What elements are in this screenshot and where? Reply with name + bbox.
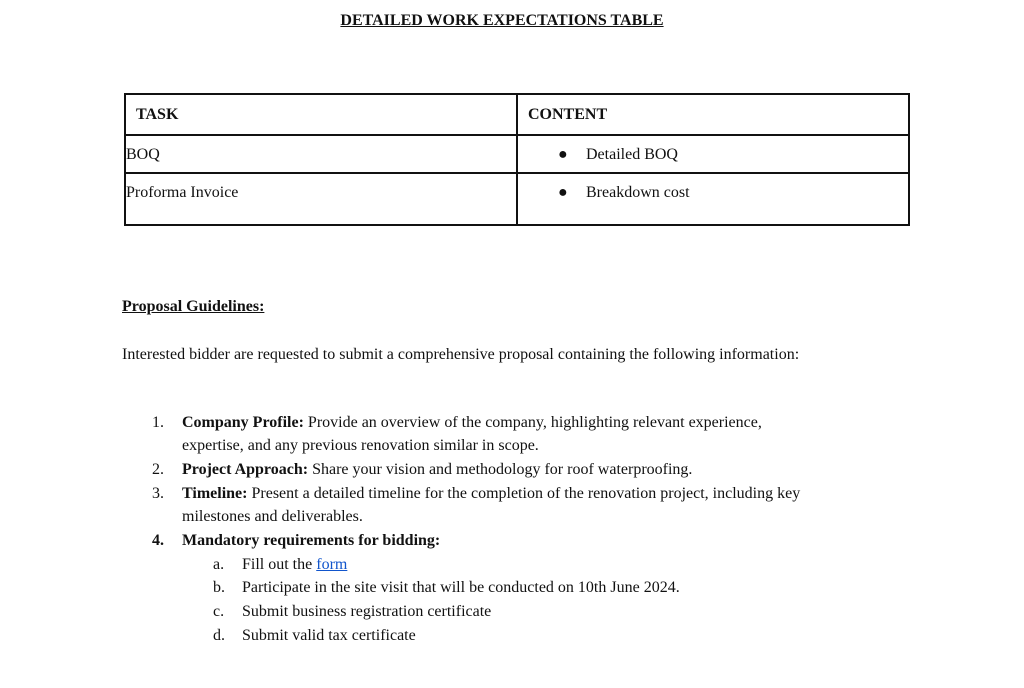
task-cell: BOQ	[125, 135, 517, 173]
table-row	[125, 173, 909, 225]
sub-item-text: Submit business registration certificate	[242, 603, 492, 620]
list-number: 1.	[152, 414, 164, 431]
list-number: 3.	[152, 485, 164, 502]
list-number: 2.	[152, 461, 164, 478]
list-text	[182, 482, 802, 528]
item-label: Company Profile:	[182, 414, 304, 431]
item-text: Share your vision and methodology for roof waterproofing.	[308, 461, 693, 478]
proposal-guidelines-heading: Proposal Guidelines:	[122, 298, 265, 315]
list-number: 4.	[152, 532, 164, 549]
bullet-icon: ●	[558, 146, 568, 163]
item-label: Mandatory requirements for bidding:	[182, 532, 441, 549]
item-label: Timeline:	[182, 485, 248, 502]
column-header-task: TASK	[125, 94, 517, 135]
column-header-content: CONTENT	[517, 94, 909, 135]
list-text	[182, 411, 802, 457]
content-text: Breakdown cost	[586, 184, 690, 201]
content-text: Detailed BOQ	[586, 146, 678, 163]
table-row	[125, 135, 909, 173]
document-title: DETAILED WORK EXPECTATIONS TABLE	[340, 12, 664, 29]
table-header-row	[125, 94, 909, 135]
sub-list-letter: d.	[213, 627, 225, 644]
item-text: Present a detailed timeline for the completion of the renovation project, including key milestones and deliverables.	[182, 485, 801, 525]
sub-item-text: Submit valid tax certificate	[242, 627, 416, 644]
content-cell	[517, 135, 909, 173]
sub-list-text	[242, 553, 842, 576]
list-text	[182, 458, 802, 481]
intro-paragraph: Interested bidder are requested to submit a comprehensive proposal containing the following information:	[122, 346, 800, 363]
list-text	[182, 529, 802, 552]
work-expectations-table	[124, 93, 910, 226]
task-cell: Proforma Invoice	[125, 173, 517, 225]
content-cell	[517, 173, 909, 225]
sub-list-letter: a.	[213, 556, 225, 573]
item-label: Project Approach:	[182, 461, 309, 478]
sub-list-letter: b.	[213, 579, 225, 596]
item-text: Provide an overview of the company, highlighting relevant experience, expertise, and any previous renovation similar in scope.	[182, 414, 762, 454]
form-link[interactable]: form	[316, 556, 348, 573]
bullet-icon: ●	[558, 184, 568, 201]
sub-item-text: Participate in the site visit that will be conducted on 10th June 2024.	[242, 579, 680, 596]
sub-item-text: Fill out the	[242, 556, 317, 573]
sub-list-letter: c.	[213, 603, 225, 620]
